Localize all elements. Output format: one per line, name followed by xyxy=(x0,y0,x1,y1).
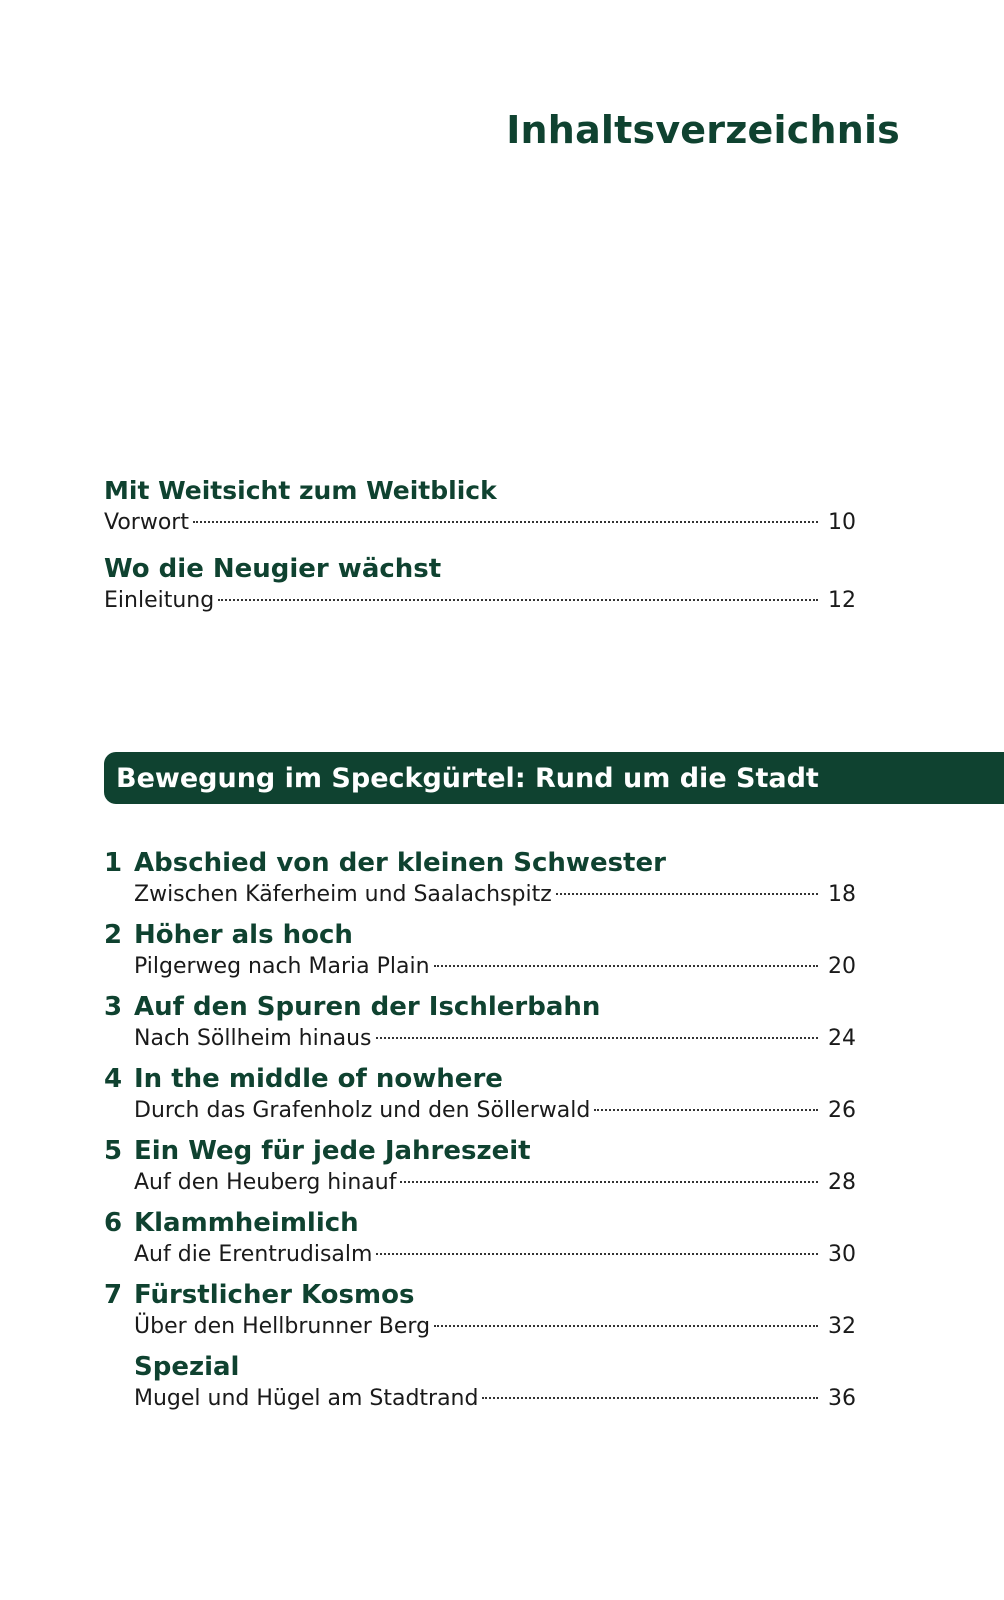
page-number: 28 xyxy=(828,1170,856,1195)
entry-line xyxy=(134,1168,856,1198)
entry-subtitle: Vorwort xyxy=(104,510,189,535)
chapter-number: 6 xyxy=(104,1208,123,1238)
page-number: 36 xyxy=(828,1386,856,1411)
chapter-title: In the middle of nowhere xyxy=(134,1064,503,1094)
dot-leader xyxy=(376,1253,818,1255)
chapter-title: Fürstlicher Kosmos xyxy=(134,1280,415,1310)
chapter-entry[interactable] xyxy=(104,1206,856,1270)
section-header xyxy=(104,752,1004,804)
chapter-title: Höher als hoch xyxy=(134,920,353,950)
dot-leader xyxy=(376,1037,818,1039)
entry-line xyxy=(134,952,856,982)
toc-entry-einleitung[interactable] xyxy=(104,552,856,616)
chapter-number xyxy=(104,1350,134,1414)
dot-leader xyxy=(594,1109,818,1111)
page-title: Inhaltsverzeichnis xyxy=(506,108,900,152)
page-number: 12 xyxy=(828,588,856,613)
entry-line xyxy=(134,1384,856,1414)
entry-line xyxy=(104,586,856,616)
dot-leader xyxy=(434,1325,818,1327)
entry-line xyxy=(134,880,856,910)
dot-leader xyxy=(218,599,818,601)
chapter-subtitle: Auf die Erentrudisalm xyxy=(134,1242,373,1267)
intro-list xyxy=(104,474,856,630)
toc-entry-vorwort[interactable] xyxy=(104,474,856,538)
chapter-entry[interactable] xyxy=(104,846,856,910)
chapter-title: Ein Weg für jede Jahreszeit xyxy=(134,1136,531,1166)
dot-leader xyxy=(400,1181,818,1183)
chapter-subtitle: Auf den Heuberg hinauf xyxy=(134,1170,397,1195)
chapter-list xyxy=(104,846,856,1422)
dot-leader xyxy=(193,521,818,523)
page-number: 32 xyxy=(828,1314,856,1339)
chapter-subtitle: Nach Söllheim hinaus xyxy=(134,1026,372,1051)
page-number: 26 xyxy=(828,1098,856,1123)
entry-subtitle: Einleitung xyxy=(104,588,215,613)
page-number: 30 xyxy=(828,1242,856,1267)
chapter-entry[interactable] xyxy=(104,1062,856,1126)
dot-leader xyxy=(482,1397,818,1399)
entry-line xyxy=(134,1024,856,1054)
chapter-title: Auf den Spuren der Ischlerbahn xyxy=(134,992,601,1022)
chapter-subtitle: Durch das Grafenholz und den Söllerwald xyxy=(134,1098,591,1123)
dot-leader xyxy=(556,893,818,895)
chapter-number: 7 xyxy=(104,1280,123,1310)
entry-title: Wo die Neugier wächst xyxy=(104,554,442,584)
chapter-number: 5 xyxy=(104,1136,123,1166)
entry-line xyxy=(134,1312,856,1342)
section-title: Bewegung im Speckgürtel: Rund um die Stadt xyxy=(116,762,819,794)
chapter-number: 3 xyxy=(104,992,123,1022)
chapter-entry[interactable] xyxy=(104,1134,856,1198)
entry-line xyxy=(104,508,856,538)
chapter-subtitle: Pilgerweg nach Maria Plain xyxy=(134,954,430,979)
entry-title: Mit Weitsicht zum Weitblick xyxy=(104,476,497,505)
chapter-subtitle: Mugel und Hügel am Stadtrand xyxy=(134,1386,479,1411)
chapter-title: Spezial xyxy=(134,1352,240,1382)
page-number: 10 xyxy=(828,510,856,535)
chapter-entry[interactable] xyxy=(104,1278,856,1342)
chapter-entry[interactable] xyxy=(104,918,856,982)
page-number: 20 xyxy=(828,954,856,979)
chapter-number: 1 xyxy=(104,848,123,878)
dot-leader xyxy=(434,965,818,967)
page-number: 24 xyxy=(828,1026,856,1051)
entry-line xyxy=(134,1240,856,1270)
entry-line xyxy=(134,1096,856,1126)
chapter-number: 2 xyxy=(104,920,123,950)
page-number: 18 xyxy=(828,882,856,907)
chapter-number: 4 xyxy=(104,1064,123,1094)
chapter-subtitle: Zwischen Käferheim und Saalachspitz xyxy=(134,882,552,907)
chapter-subtitle: Über den Hellbrunner Berg xyxy=(134,1314,431,1339)
chapter-title: Klammheimlich xyxy=(134,1208,359,1238)
chapter-entry-spezial[interactable] xyxy=(104,1350,856,1414)
chapter-entry[interactable] xyxy=(104,990,856,1054)
chapter-title: Abschied von der kleinen Schwester xyxy=(134,848,666,878)
